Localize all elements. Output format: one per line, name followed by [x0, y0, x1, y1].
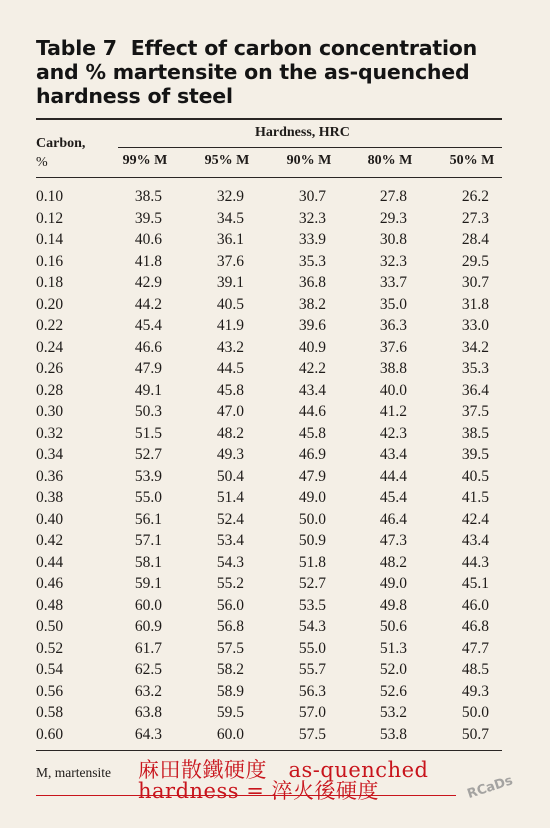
hardness-cell: 50.3: [134, 403, 162, 420]
carbon-cell: 0.44: [36, 553, 64, 571]
hardness-cell: 42.2: [298, 360, 326, 377]
hardness-cell: 40.5: [461, 467, 489, 485]
carbon-cell: 0.58: [36, 704, 64, 721]
hardness-cell: 36.4: [461, 381, 489, 399]
table-row: [0, 597, 550, 619]
hardness-cell: 49.3: [461, 682, 489, 700]
hardness-cell: 35.0: [379, 295, 407, 313]
hardness-cell: 50.6: [379, 618, 407, 635]
table-row: [0, 554, 550, 576]
hardness-cell: 37.6: [379, 338, 407, 356]
hardness-cell: 44.4: [379, 467, 407, 485]
hardness-cell: 46.4: [379, 510, 407, 528]
carbon-cell: 0.42: [36, 532, 64, 549]
hardness-cell: 58.9: [216, 682, 244, 700]
hardness-cell: 43.4: [298, 381, 326, 399]
hardness-cell: 52.6: [379, 682, 407, 700]
hardness-cell: 40.6: [134, 231, 162, 248]
hardness-cell: 49.0: [379, 575, 407, 592]
hardness-cell: 61.7: [134, 639, 162, 657]
carbon-cell: 0.36: [36, 467, 64, 485]
hardness-cell: 46.6: [134, 338, 162, 356]
hardness-cell: 59.1: [134, 575, 162, 592]
hardness-cell: 35.3: [461, 360, 489, 377]
hardness-cell: 53.2: [379, 704, 407, 721]
hardness-cell: 55.7: [298, 661, 326, 678]
hardness-cell: 51.5: [134, 424, 162, 442]
hardness-cell: 62.5: [134, 661, 162, 678]
column-header: 80% M: [367, 153, 413, 168]
table-row: [0, 511, 550, 533]
table-row: [0, 446, 550, 468]
hardness-cell: 50.9: [298, 532, 326, 549]
hardness-cell: 54.3: [216, 553, 244, 571]
table-title-block: [36, 36, 506, 108]
hardness-cell: 56.8: [216, 618, 244, 635]
column-header: 99% M: [122, 153, 168, 168]
hardness-cell: 60.0: [216, 725, 244, 743]
watermark-stamp: RCaDs: [465, 773, 515, 803]
carbon-cell: 0.46: [36, 575, 64, 592]
table-row: [0, 575, 550, 597]
hardness-cell: 64.3: [134, 725, 162, 743]
hardness-cell: 57.5: [298, 725, 326, 743]
table-row: [0, 253, 550, 275]
hardness-cell: 44.5: [216, 360, 244, 377]
table-number: Table 7: [36, 36, 117, 60]
table-row: [0, 618, 550, 640]
hardness-cell: 32.3: [298, 209, 326, 227]
table-row: [0, 274, 550, 296]
table-body: [0, 188, 550, 747]
hardness-cell: 45.8: [216, 381, 244, 399]
hardness-cell: 63.8: [134, 704, 162, 721]
hardness-cell: 41.2: [379, 403, 407, 420]
table-title: Effect of carbon concentration and % martensite on the as-quenched hardness of steel: [36, 36, 478, 108]
table-row: [0, 489, 550, 511]
carbon-cell: 0.34: [36, 446, 64, 463]
footnote: M, martensite: [36, 765, 111, 780]
hardness-cell: 51.8: [298, 553, 326, 571]
hardness-cell: 58.2: [216, 661, 244, 678]
hardness-cell: 57.0: [298, 704, 326, 721]
hardness-cell: 53.5: [298, 596, 326, 614]
carbon-cell: 0.22: [36, 317, 64, 334]
hardness-cell: 38.5: [461, 424, 489, 442]
table-row: [0, 532, 550, 554]
table-row: [0, 210, 550, 232]
hardness-cell: 45.1: [461, 575, 489, 592]
hardness-cell: 33.7: [379, 274, 407, 291]
hardness-cell: 32.3: [379, 252, 407, 270]
carbon-cell: 0.50: [36, 618, 64, 635]
carbon-cell: 0.38: [36, 489, 64, 506]
carbon-cell: 0.52: [36, 639, 64, 657]
hardness-cell: 31.8: [461, 295, 489, 313]
hardness-cell: 34.2: [461, 338, 489, 356]
hardness-cell: 37.6: [216, 252, 244, 270]
carbon-cell: 0.14: [36, 231, 64, 248]
hardness-cell: 53.4: [216, 532, 244, 549]
column-header: 90% M: [286, 153, 332, 168]
hardness-cell: 36.8: [298, 274, 326, 291]
hardness-cell: 46.9: [298, 446, 326, 463]
table-row: [0, 188, 550, 210]
hardness-cell: 33.0: [461, 317, 489, 334]
hardness-cell: 46.8: [461, 618, 489, 635]
hardness-cell: 50.4: [216, 467, 244, 485]
hardness-cell: 38.5: [134, 188, 162, 205]
table-row: [0, 704, 550, 726]
hardness-cell: 56.1: [134, 510, 162, 528]
hardness-cell: 40.5: [216, 295, 244, 313]
hardness-cell: 60.0: [134, 596, 162, 614]
hardness-cell: 52.7: [134, 446, 162, 463]
table-row: [0, 317, 550, 339]
hardness-cell: 45.4: [134, 317, 162, 334]
hardness-cell: 59.5: [216, 704, 244, 721]
hardness-cell: 52.4: [216, 510, 244, 528]
hardness-cell: 50.0: [298, 510, 326, 528]
carbon-cell: 0.24: [36, 338, 64, 356]
hardness-cell: 38.2: [298, 295, 326, 313]
table-row: [0, 403, 550, 425]
hardness-cell: 26.2: [461, 188, 489, 205]
hardness-cell: 57.1: [134, 532, 162, 549]
hardness-cell: 27.3: [461, 209, 489, 227]
table-row: [0, 382, 550, 404]
hardness-cell: 37.5: [461, 403, 489, 420]
hardness-cell: 30.8: [379, 231, 407, 248]
carbon-cell: 0.16: [36, 252, 64, 270]
hardness-cell: 39.1: [216, 274, 244, 291]
hardness-cell: 52.0: [379, 661, 407, 678]
header-bottom-rule: [36, 177, 502, 178]
hardness-cell: 57.5: [216, 639, 244, 657]
hardness-cell: 49.0: [298, 489, 326, 506]
hardness-cell: 47.9: [134, 360, 162, 377]
hardness-cell: 43.4: [461, 532, 489, 549]
hardness-cell: 35.3: [298, 252, 326, 270]
hardness-cell: 39.6: [298, 317, 326, 334]
table-row: [0, 726, 550, 748]
hardness-cell: 44.6: [298, 403, 326, 420]
handwritten-annotation: 麻田散鐵硬度 as-quenched hardness = 淬火後硬度: [138, 758, 429, 803]
hardness-cell: 45.4: [379, 489, 407, 506]
table-row: [0, 296, 550, 318]
column-header: 95% M: [204, 153, 250, 168]
table-row: [0, 661, 550, 683]
hardness-cell: 48.5: [461, 661, 489, 678]
hardness-cell: 34.5: [216, 209, 244, 227]
carbon-cell: 0.12: [36, 209, 64, 227]
hardness-cell: 51.4: [216, 489, 244, 506]
hardness-cell: 42.3: [379, 424, 407, 442]
hardness-cell: 50.0: [461, 704, 489, 721]
hardness-cell: 43.2: [216, 338, 244, 356]
hardness-cell: 40.0: [379, 381, 407, 399]
group-header: Hardness, HRC: [255, 125, 350, 140]
hardness-cell: 47.0: [216, 403, 244, 420]
hardness-cell: 43.4: [379, 446, 407, 463]
hardness-cell: 39.5: [134, 209, 162, 227]
hardness-cell: 58.1: [134, 553, 162, 571]
hardness-cell: 41.9: [216, 317, 244, 334]
hardness-cell: 44.3: [461, 553, 489, 571]
hardness-cell: 53.9: [134, 467, 162, 485]
hardness-cell: 47.3: [379, 532, 407, 549]
carbon-cell: 0.32: [36, 424, 64, 442]
carbon-cell: 0.56: [36, 682, 64, 700]
top-rule: [36, 118, 502, 120]
hardness-cell: 38.8: [379, 360, 407, 377]
hardness-cell: 41.5: [461, 489, 489, 506]
hardness-cell: 55.0: [134, 489, 162, 506]
carbon-cell: 0.54: [36, 661, 64, 678]
hardness-cell: 41.8: [134, 252, 162, 270]
carbon-cell: 0.40: [36, 510, 64, 528]
hardness-cell: 39.5: [461, 446, 489, 463]
carbon-cell: 0.48: [36, 596, 64, 614]
hardness-cell: 42.9: [134, 274, 162, 291]
hardness-cell: 47.7: [461, 639, 489, 657]
hardness-cell: 32.9: [216, 188, 244, 205]
table-row: [0, 360, 550, 382]
hardness-cell: 29.3: [379, 209, 407, 227]
hardness-cell: 45.8: [298, 424, 326, 442]
hardness-cell: 30.7: [298, 188, 326, 205]
hardness-cell: 47.9: [298, 467, 326, 485]
hardness-cell: 60.9: [134, 618, 162, 635]
hardness-cell: 44.2: [134, 295, 162, 313]
hardness-cell: 30.7: [461, 274, 489, 291]
carbon-cell: 0.18: [36, 274, 64, 291]
table-row: [0, 683, 550, 705]
table-row: [0, 339, 550, 361]
hardness-cell: 36.3: [379, 317, 407, 334]
column-header: 50% M: [449, 153, 495, 168]
hardness-cell: 42.4: [461, 510, 489, 528]
hardness-cell: 40.9: [298, 338, 326, 356]
hardness-cell: 36.1: [216, 231, 244, 248]
hardness-cell: 54.3: [298, 618, 326, 635]
row-header-label-1: Carbon,: [36, 136, 86, 151]
table-row: [0, 425, 550, 447]
hardness-cell: 33.9: [298, 231, 326, 248]
hardness-cell: 56.3: [298, 682, 326, 700]
hardness-cell: 50.7: [461, 725, 489, 743]
carbon-cell: 0.10: [36, 188, 64, 205]
table-row: [0, 231, 550, 253]
hardness-cell: 55.0: [298, 639, 326, 657]
hardness-cell: 27.8: [379, 188, 407, 205]
hardness-cell: 53.8: [379, 725, 407, 743]
bottom-rule: [36, 750, 502, 751]
hardness-cell: 49.1: [134, 381, 162, 399]
carbon-cell: 0.30: [36, 403, 64, 420]
table-row: [0, 640, 550, 662]
hardness-cell: 56.0: [216, 596, 244, 614]
hardness-cell: 48.2: [216, 424, 244, 442]
hardness-cell: 63.2: [134, 682, 162, 700]
table-row: [0, 468, 550, 490]
hardness-cell: 49.3: [216, 446, 244, 463]
hardness-cell: 49.8: [379, 596, 407, 614]
hardness-cell: 48.2: [379, 553, 407, 571]
carbon-cell: 0.26: [36, 360, 64, 377]
group-header-rule: [118, 147, 502, 148]
carbon-cell: 0.60: [36, 725, 64, 743]
row-header-label-2: %: [36, 155, 48, 170]
carbon-cell: 0.20: [36, 295, 64, 313]
hardness-cell: 55.2: [216, 575, 244, 592]
hardness-cell: 51.3: [379, 639, 407, 657]
hardness-cell: 29.5: [461, 252, 489, 270]
hardness-cell: 28.4: [461, 231, 489, 248]
hardness-cell: 52.7: [298, 575, 326, 592]
hardness-cell: 46.0: [461, 596, 489, 614]
carbon-cell: 0.28: [36, 381, 64, 399]
